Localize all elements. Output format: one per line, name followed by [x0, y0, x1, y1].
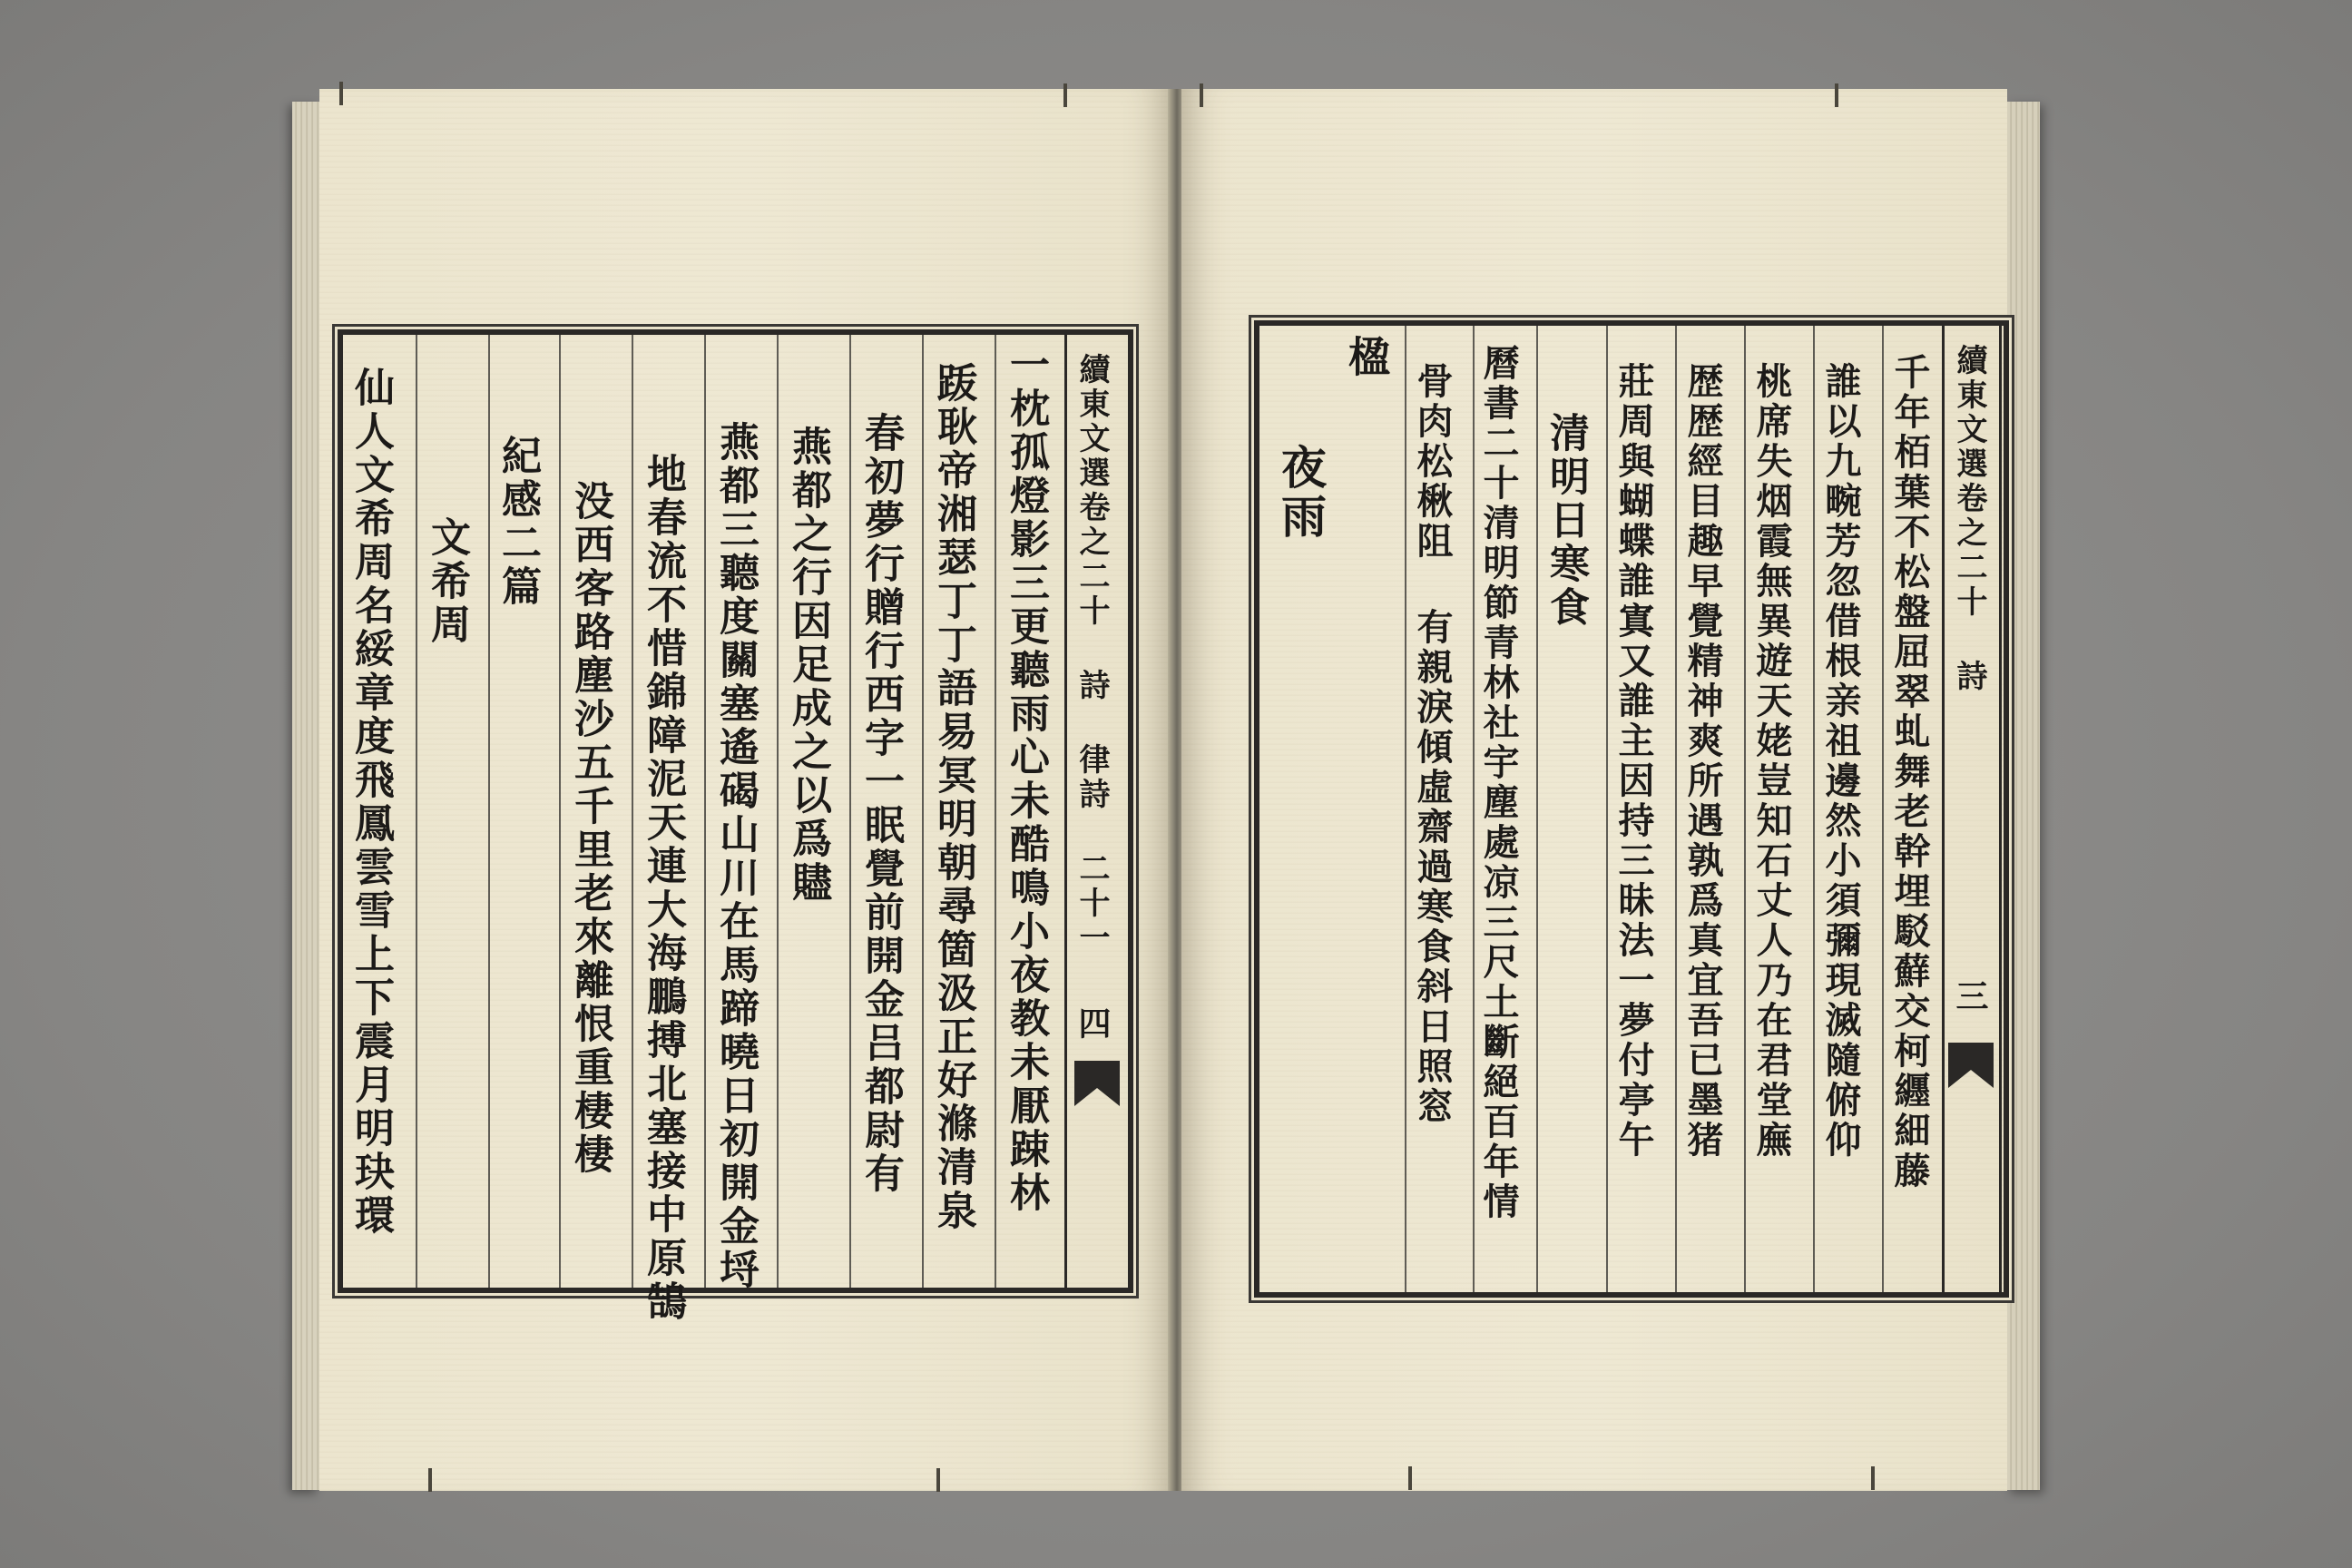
column-rule	[488, 335, 490, 1288]
left-page-stack-edge	[292, 102, 319, 1490]
column-rule	[1744, 326, 1746, 1292]
text-column-5: 莊周與蝴蝶誰寘又誰主因持三昧法一夢付亭午	[1612, 362, 1655, 1161]
text-column-10: 夜雨	[1274, 444, 1328, 542]
column-rule	[849, 335, 851, 1288]
text-column-3: 春初夢行贈行西字一眠覺前開金吕都尉有	[858, 412, 904, 1196]
center-column-title: 續東文選卷之二十 詩	[1951, 344, 1987, 694]
center-column-number: 四	[1073, 1006, 1112, 1043]
text-column-5: 燕都三聽度關塞遙碣山川在馬蹄曉日初開金埒	[712, 421, 759, 1292]
text-column-1: 一枕孤燈影三更聽雨心未酷鳴小夜教未厭踈林	[1003, 344, 1049, 1215]
text-column-1: 千年栢葉不松盤屈翠虬舞老幹埋駁蘚交柯纒細藤	[1888, 353, 1931, 1191]
page-tick	[1200, 83, 1203, 107]
column-rule	[995, 335, 996, 1288]
center-column-title: 續東文選卷之二十 詩 律詩 二十一	[1073, 353, 1110, 956]
column-rule	[1473, 326, 1475, 1292]
column-rule	[1536, 326, 1538, 1292]
text-column-8: 紀感二篇	[495, 435, 541, 609]
text-column-7: 曆書二十清明節青林社宇塵處凉三尺土斷絕百年情	[1477, 344, 1520, 1222]
text-column-2: 誰以九畹芳忽借根亲祖邊然小須彌現滅隨俯仰	[1819, 362, 1862, 1161]
page-tick	[1063, 83, 1067, 107]
page-tick	[339, 82, 343, 105]
center-column-number: 三	[1951, 979, 1989, 1015]
left-print-frame	[338, 329, 1133, 1324]
text-column-6: 清明日寒食	[1543, 412, 1589, 630]
column-rule	[1675, 326, 1677, 1292]
text-column-3: 桃席失烟霞無異遊天姥豈知石丈人乃在君堂廡	[1750, 362, 1793, 1161]
column-rule	[1606, 326, 1608, 1292]
text-column-10: 仙人文希周名綏章度飛鳳雲雪上下震月明玦環	[348, 367, 394, 1238]
column-rule	[1405, 326, 1406, 1292]
text-column-6: 地春流不惜錦障泥天連大海鵬搏北塞接中原鵠	[640, 453, 686, 1324]
text-column-4: 歴歴經目趣早覺精神爽所遇孰爲真宜吾已墨猪	[1681, 362, 1724, 1161]
fish-tail-mark	[1948, 1043, 1994, 1088]
column-rule	[632, 335, 633, 1288]
right-page	[1181, 89, 2007, 1491]
page-tick	[428, 1468, 432, 1492]
text-column-2: 䟦耿帝湘瑟丁丁語易冥明朝尋箇汲正好滌清泉	[930, 362, 976, 1233]
right-print-frame	[1254, 320, 2009, 1298]
text-column-9: 楹	[1342, 335, 1391, 380]
left-page	[319, 89, 1172, 1491]
column-rule	[1882, 326, 1884, 1292]
right-page-stack-edge	[2007, 102, 2040, 1490]
fish-tail-mark	[1074, 1061, 1120, 1106]
column-rule	[922, 335, 924, 1288]
column-rule	[416, 335, 417, 1288]
text-column-7: 没西客路塵沙五千里老來離恨重棲棲	[567, 480, 613, 1177]
text-column-4: 燕都之行因足成之以爲贐	[785, 426, 831, 905]
left-center-column	[1064, 335, 1133, 1288]
text-column-9: 文希周	[424, 516, 470, 647]
column-rule	[704, 335, 706, 1288]
right-center-column	[1942, 326, 2002, 1292]
page-tick	[1408, 1466, 1412, 1490]
column-rule	[559, 335, 561, 1288]
column-rule	[777, 335, 779, 1288]
text-column-8: 骨肉松楸阻 有親淚傾虛齋過寒食斜日照窓	[1411, 362, 1454, 1127]
page-tick	[936, 1468, 940, 1492]
page-tick	[1871, 1466, 1875, 1490]
column-rule	[1813, 326, 1815, 1292]
page-tick	[1835, 83, 1838, 107]
